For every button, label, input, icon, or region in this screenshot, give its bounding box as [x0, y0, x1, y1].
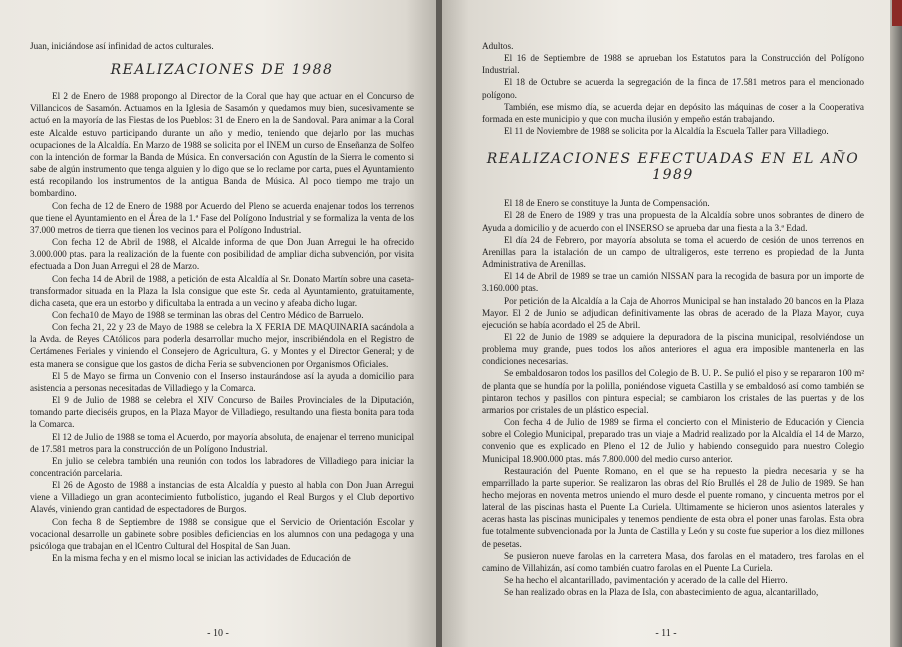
- right-paragraph: Adultos.: [482, 41, 514, 51]
- left-paragraph: En julio se celebra también una reunión con todos los labradores de Villadiego para iniciar la concentración parcelaria.: [30, 455, 414, 478]
- right-paragraph: El 28 de Enero de 1989 y tras una propuesta de la Alcaldía sobre unos sobrantes de dinero de Ayuda a domicilio y de acuerdo con el INSERSO se aprueba dar una fiesta a la 3.ª Edad.: [482, 210, 864, 233]
- left-paragraph: Con fecha 21, 22 y 23 de Mayo de 1988 se celebra la X FERIA DE MAQUINARIA sacándola a la Avda. de Reyes CAtólicos para poderla desarrollar mucho mejor, inscribiéndola en el Registro de Certámenes Feriales y viniendo el Consejero de Agricultura, G. y Montes y el Director General; y de esta manera se consigue que los gastos de dicha Feria se subvencionen por Organismos Oficiales.: [30, 322, 414, 369]
- right-paragraph: El 16 de Septiembre de 1988 se aprueban los Estatutos para la Construcción del Polígono Industrial.: [482, 53, 864, 76]
- right-paragraph: El 18 de Octubre se acuerda la segregación de la finca de 17.581 metros para el mencionado polígono.: [482, 77, 864, 100]
- page-edge: [890, 0, 902, 647]
- right-paragraph: Se ha hecho el alcantarillado, pavimentación y acerado de la calle del Hierro.: [504, 575, 788, 586]
- right-body: [482, 197, 864, 598]
- left-page: [0, 0, 436, 647]
- right-paragraph: Con fecha 4 de Julio de 1989 se firma el concierto con el Ministerio de Educación y Ciencia sobre el Colegio Municipal, preparado tras un viaje a Madrid realizado por la Alcaldía el 14 de Marzo, convenio que es explicado en Pleno el 12 de Julio y habiendo conseguido para nuestro Colegio Municipal 18.900.000 ptas. más 7.800.000 del medio curso anterior.: [482, 417, 864, 464]
- right-paragraph: También, ese mismo día, se acuerda dejar en depósito las máquinas de coser a la Cooperativa formada en este municipio y que con mucha ilusión y empeño están trabajando.: [482, 101, 864, 124]
- left-paragraph: Con fecha10 de Mayo de 1988 se terminan las obras del Centro Médico de Barruelo.: [52, 309, 364, 320]
- left-body: [30, 90, 414, 564]
- left-paragraph: Con fecha 12 de Abril de 1988, el Alcalde informa de que Don Juan Arregui le ha ofrecido 3.000.000 ptas. para la realización de la fuente con posibilidad de ampliar dicha subvención, por visita efectuada a Don Juan Arregui el 28 de Marzo.: [30, 237, 414, 272]
- right-paragraph: El día 24 de Febrero, por mayoría absoluta se toma el acuerdo de cesión de unos terrenos en Arenillas para la istalación de un campo de ultraligeros, este terreno es propiedad de la Junta Administrativa de Arenillas.: [482, 234, 864, 270]
- left-paragraph: Con fecha 8 de Septiembre de 1988 se consigue que el Servicio de Orientación Escolar y vocacional desarrolle un gabinete sobre posibles deficiencias en los alumnos con una pedagoga y una psicóloga que trabajan en el lCentro Cultural del Hospital de San Juan.: [30, 516, 414, 551]
- right-top-body: [482, 40, 864, 137]
- left-paragraph: El 26 de Agosto de 1988 a instancias de esta Alcaldía y puesto al habla con Don Juan Arregui viene a Villadiego un gran acontecimiento futbolístico, jugando el Real Burgos y el Club deportivo Alavés, viniendo gran cantidad de espectadores de Burgos.: [30, 480, 414, 515]
- ribbon-marker: [892, 0, 902, 26]
- left-paragraph: Con fecha 14 de Abril de 1988, a petición de esta Alcaldía al Sr. Donato Martín sobre una caseta-transformador situada en la Plaza la Isla consigue que este Sr. ceda al Ayuntamiento, gratuitamente, dicha caseta, que era un estorbo y dificultaba la entrada a un vecino y afeaba dicho lugar.: [30, 273, 414, 308]
- right-paragraph: Se han realizado obras en la Plaza de Isla, con abastecimiento de agua, alcantarillado,: [504, 587, 819, 598]
- right-heading: REALIZACIONES EFECTUADAS EN EL AÑO 1989: [486, 151, 860, 184]
- right-paragraph: El 11 de Noviembre de 1988 se solicita por la Alcaldía la Escuela Taller para Villadiego.: [504, 126, 829, 137]
- left-paragraph: El 2 de Enero de 1988 propongo al Director de la Coral que hay que actuar en el Concurso de Villancicos de Sasamón. Actuamos en la Iglesia de Sasamón y quedamos muy bien, sucesivamente se actuó en la mayoría de las Fiestas de los Pueblos: 31 de Enero en la de Sandoval. Para animar a la Coral este Alcalde estuvo participando durante un año y medio, teniendo que dejarlo por las muchas ocupaciones de la Alcaldía. En Marzo de 1988 se solicita por el INEM un curso de Enseñanza de Solfeo con la intención de formar la Banda de Música. En conversación con Agustín de la Sierra le comento si sabe de algún instrumento que tenga alguien y lo digo que se lo reclame por carta, pues el Ayuntamiento está recopilando los instrumentos de la antigua Banda de Música. Al poco tiempo me trajo un bombardino.: [30, 91, 414, 199]
- right-page-number: - 11 -: [655, 628, 677, 639]
- left-page-number: - 10 -: [207, 628, 229, 639]
- right-paragraph: El 18 de Enero se constituye la Junta de Compensación.: [504, 198, 710, 209]
- right-paragraph: Por petición de la Alcaldía a la Caja de Ahorros Municipal se han instalado 20 bancos en la Plaza Mayor. El 2 de Junio se adjudican definitivamente las obras de acerado de la Plaza Mayor, cuya ejecución se había acordado el 25 de Abril.: [482, 295, 864, 330]
- right-paragraph: El 14 de Abril de 1989 se trae un camión NISSAN para la recogida de basura por un importe de 3.160.000 ptas.: [482, 271, 864, 294]
- left-paragraph: El 5 de Mayo se firma un Convenio con el Inserso instaurándose así la ayuda a domicilio para asistencia a personas necesitadas de Villadiego y la Comarca.: [30, 370, 414, 393]
- left-heading: REALIZACIONES DE 1988: [110, 62, 334, 79]
- left-paragraph: En la misma fecha y en el mismo local se inician las actividades de Educación de: [52, 553, 351, 564]
- left-intro-line: Juan, iniciándose así infinidad de actos culturales.: [30, 41, 214, 51]
- left-paragraph: El 9 de Julio de 1988 se celebra el XIV Concurso de Bailes Provinciales de la Diputación, tomando parte dieciséis grupos, en la Plaza Mayor de Villadiego, resultando una fiesta bonita para toda la Comarca.: [30, 395, 414, 430]
- left-paragraph: El 12 de Julio de 1988 se toma el Acuerdo, por mayoría absoluta, de enajenar el terreno municipal de 17.581 metros para la construcción de un Polígono Industrial.: [30, 431, 414, 454]
- right-paragraph: El 22 de Junio de 1989 se adquiere la depuradora de la piscina municipal, resolviéndose un problema muy grande, pues todos los años anteriores el agua era imposible mantenerla en las condiciones necesarias.: [482, 331, 864, 367]
- right-paragraph: Se embaldosaron todos los pasillos del Colegio de B. U. P.. Se pulió el piso y se repararon 100 m² de planta que se hundía por la polilla, poniéndose vigueta Castilla y se embaldosó así como también se pintaron techos y pasillos con pintura especial; se cambiaron los cristales de las puertas y de los armarios por cristales de un plástico especial.: [482, 368, 864, 415]
- left-paragraph: Con fecha de 12 de Enero de 1988 por Acuerdo del Pleno se acuerda enajenar todos los terrenos que tiene el Ayuntamiento en el Área de la 1.ª Fase del Polígono Industrial y se formaliza la venta de los 37.000 metros de tierra que tienen los vecinos para el Polígono Industrial.: [30, 200, 414, 235]
- right-paragraph: Restauración del Puente Romano, en el que se ha repuesto la piedra necesaria y se ha emparrillado la parte superior. Se realizaron las obras del Río Brullés el 28 de Julio de 1989. Se han hecho mejoras en noventa metros uniendo el muro desde el puente romano, y cincuenta metros por el lateral de las piscinas hasta el Puente La Curiela. Ultimamente se hicieron unos asientos laterales y aceras hasta las piscinas municipales y tenemos pendiente de esta obra el poner unas farolas. Esta obra fue totalmente subvencionada por la Junta de Castilla y León y su coste fue superior a los diez millones de pesetas.: [482, 465, 864, 549]
- right-page: [442, 0, 890, 647]
- right-paragraph: Se pusieron nueve farolas en la carretera Masa, dos farolas en el matadero, tres farolas en el camino de Villahizán, así como también cuatro farolas en el Puente La Curiela.: [482, 550, 864, 573]
